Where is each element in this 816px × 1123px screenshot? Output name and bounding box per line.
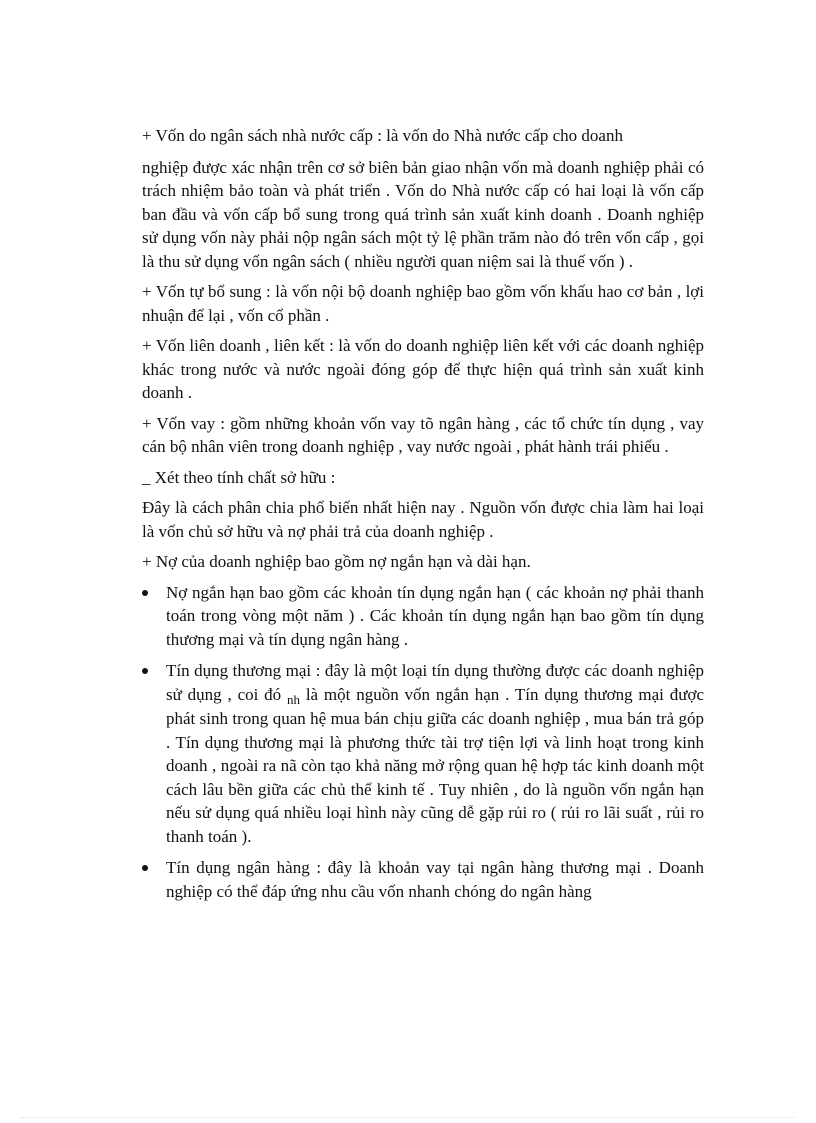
paragraph-first-line: + Vốn do ngân sách nhà nước cấp : là vốn do Nhà nước cấp cho doanh <box>142 126 623 145</box>
paragraph-loan-capital: + Vốn vay : gồm những khoản vốn vay tõ ngân hàng , các tổ chức tín dụng , vay cán bộ nhân viên trong doanh nghiệp , vay nước ngoài , phát hành trái phiếu . <box>142 413 704 456</box>
bullet-icon <box>142 590 148 596</box>
paragraph-common-classification: Đây là cách phân chia phổ biến nhất hiện nay . Nguồn vốn được chia làm hai loại là vốn chủ sở hữu và nợ phải trả của doanh nghiệp . <box>142 498 704 541</box>
list-item-text-after: là một nguồn vốn ngắn hạn . Tín dụng thương mại được phát sinh trong quan hệ mua bán chịu giữa các doanh nghiệp , mua bán trả góp . Tín dụng thương mại là phương thức tài trợ tiện lợi và linh hoạt trong kinh doanh , ngoài ra nã còn tạo khả năng mở rộng quan hệ hợp tác kinh doanh một cách lâu bền giữa các chủ thể kinh tế . Tuy nhiên , do là nguồn vốn ngắn hạn nếu sử dụng quá nhiều loại hình này cũng dễ gặp rủi ro ( rủi ro lãi suất , rủi ro thanh toán ). <box>166 684 704 846</box>
bullet-list <box>142 581 704 904</box>
paragraph-liabilities: + Nợ của doanh nghiệp bao gồm nợ ngắn hạn và dài hạn. <box>142 552 531 571</box>
paragraph-self-supplemented-capital: + Vốn tự bổ sung : là vốn nội bộ doanh nghiệp bao gồm vốn khấu hao cơ bản , lợi nhuận để lại , vốn cổ phần . <box>142 282 704 325</box>
paragraph-state-budget-capital <box>142 124 704 273</box>
list-item-short-term-debt <box>142 581 704 652</box>
page-bottom-divider <box>20 1117 796 1118</box>
paragraph-joint-venture-capital: + Vốn liên doanh , liên kết : là vốn do doanh nghiệp liên kết với các doanh nghiệp khác trong nước và nước ngoài đóng góp để thực hiện quá trình sản xuất kinh doanh . <box>142 336 704 402</box>
list-item-text: Tín dụng ngân hàng : đây là khoản vay tại ngân hàng thương mại . Doanh nghiệp có thể đáp ứng nhu cầu vốn nhanh chóng do ngân hàng <box>166 858 704 901</box>
document-page <box>142 124 704 911</box>
paragraph-continuation: nghiệp được xác nhận trên cơ sở biên bản giao nhận vốn mà doanh nghiệp phải có trách nhiệm bảo toàn và phát triển . Vốn do Nhà nước cấp có hai loại là vốn cấp ban đầu và vốn cấp bổ sung trong quá trình sản xuất kinh doanh . Doanh nghiệp sử dụng vốn này phải nộp ngân sách một tỷ lệ phần trăm nào đó trên vốn cấp , gọi là thu sử dụng vốn ngân sách ( nhiều người quan niệm sai là thuế vốn ) . <box>142 157 704 271</box>
bullet-icon <box>142 865 148 871</box>
list-item-bank-credit <box>142 856 704 903</box>
list-item-text: Nợ ngắn hạn bao gồm các khoản tín dụng ngắn hạn ( các khoản nợ phải thanh toán trong vòng một năm ) . Các khoản tín dụng ngắn hạn bao gồm tín dụng thương mại và tín dụng ngân hàng . <box>166 582 704 649</box>
list-item-text-before: Tín dụng thương mại : đây là một loại tín dụng thường được các doanh nghiệp sử dụng , coi đó <box>166 661 704 704</box>
bullet-icon <box>142 668 148 674</box>
section-heading-ownership: _ Xét theo tính chất sở hữu : <box>142 467 336 487</box>
list-item-subscript: nh <box>287 691 300 707</box>
list-item-trade-credit <box>142 659 704 848</box>
